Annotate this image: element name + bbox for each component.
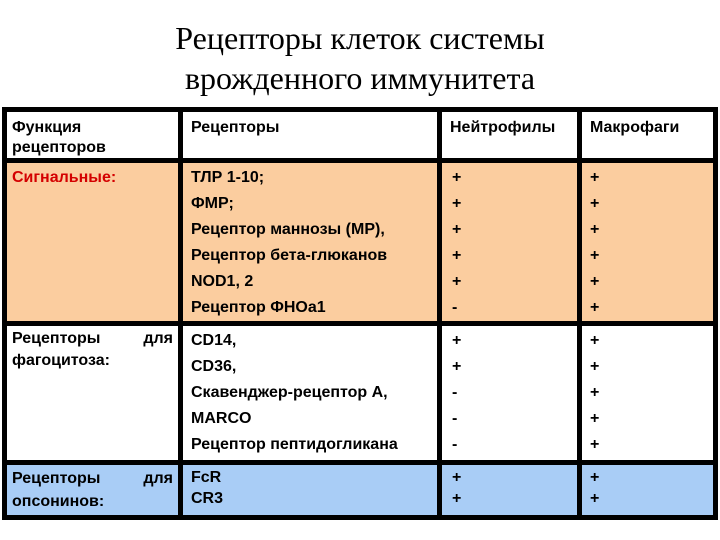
- opson-function-line-2: опсонинов:: [12, 493, 105, 510]
- phago-function-cell: [6, 325, 179, 461]
- receptor-item: Рецептор маннозы (МР),: [191, 221, 385, 238]
- receptor-item: ФМР;: [191, 195, 234, 212]
- header-receptors-cell: [182, 111, 438, 159]
- neutrophil-mark: +: [452, 195, 462, 212]
- header-neutrophils-label: Нейтрофилы: [450, 119, 556, 136]
- neutrophil-mark: +: [452, 469, 462, 486]
- header-neutrophils-cell: [441, 111, 578, 159]
- macrophage-mark: +: [590, 221, 600, 238]
- header-macrophages-label: Макрофаги: [590, 119, 680, 136]
- macrophage-mark: +: [590, 332, 600, 349]
- signal-macrophages-cell: [581, 162, 714, 322]
- header-function-line-2: рецепторов: [12, 139, 106, 156]
- opson-neutrophils-cell: [441, 464, 578, 516]
- receptor-item: Рецептор ФНОа1: [191, 299, 326, 316]
- neutrophil-mark: +: [452, 221, 462, 238]
- opson-receptors-cell: [182, 464, 438, 516]
- receptor-item: CR3: [191, 490, 224, 507]
- opson-function-word-2: для: [143, 470, 173, 487]
- macrophage-mark: +: [590, 299, 600, 316]
- macrophage-mark: +: [590, 410, 600, 427]
- header-function-line-1: Функция: [12, 119, 82, 136]
- neutrophil-mark: +: [452, 332, 462, 349]
- neutrophil-mark: +: [452, 490, 462, 507]
- signal-receptors-cell: [182, 162, 438, 322]
- macrophage-mark: +: [590, 469, 600, 486]
- receptor-item: Скавенджер-рецептор А,: [191, 384, 388, 401]
- signal-function-label: Сигнальные:: [12, 169, 117, 186]
- title-line-2: врожденного иммунитета: [184, 60, 536, 96]
- receptor-item: NOD1, 2: [191, 273, 254, 290]
- phago-function-line-2: фагоцитоза:: [12, 352, 110, 369]
- neutrophil-mark: +: [452, 273, 462, 290]
- receptor-item: MARCO: [191, 410, 252, 427]
- macrophage-mark: +: [590, 169, 600, 186]
- macrophage-mark: +: [590, 247, 600, 264]
- opson-function-cell: [6, 464, 179, 516]
- signal-function-cell: [6, 162, 179, 322]
- macrophage-mark: +: [590, 384, 600, 401]
- neutrophil-mark: -: [452, 410, 458, 427]
- receptor-item: CD36,: [191, 358, 237, 375]
- receptor-item: Рецептор бета-глюканов: [191, 247, 388, 264]
- macrophage-mark: +: [590, 436, 600, 453]
- header-macrophages-cell: [581, 111, 714, 159]
- phago-function-line-1: [12, 328, 173, 350]
- receptor-item: Рецептор пептидогликана: [191, 436, 398, 453]
- neutrophil-mark: -: [452, 384, 458, 401]
- macrophage-mark: +: [590, 273, 600, 290]
- title-line-1: Рецепторы клеток системы: [175, 20, 545, 56]
- opson-function-word-1: Рецепторы: [12, 470, 101, 487]
- neutrophil-mark: -: [452, 436, 458, 453]
- macrophage-mark: +: [590, 195, 600, 212]
- receptor-item: FcR: [191, 469, 222, 486]
- neutrophil-mark: -: [452, 299, 458, 316]
- header-function-cell: [6, 111, 179, 159]
- macrophage-mark: +: [590, 490, 600, 507]
- opson-function-line-1: [12, 467, 173, 490]
- phago-neutrophils-cell: [441, 325, 578, 461]
- neutrophil-mark: +: [452, 169, 462, 186]
- receptor-item: CD14,: [191, 332, 237, 349]
- neutrophil-mark: +: [452, 247, 462, 264]
- phago-function-word-1: Рецепторы: [12, 330, 101, 347]
- opson-macrophages-cell: [581, 464, 714, 516]
- macrophage-mark: +: [590, 358, 600, 375]
- header-receptors-label: Рецепторы: [191, 119, 280, 136]
- receptor-item: ТЛР 1-10;: [191, 169, 265, 186]
- signal-neutrophils-cell: [441, 162, 578, 322]
- receptors-table: [2, 107, 718, 520]
- phago-macrophages-cell: [581, 325, 714, 461]
- slide-title: [0, 18, 720, 98]
- phago-function-word-2: для: [143, 330, 173, 347]
- phago-receptors-cell: [182, 325, 438, 461]
- neutrophil-mark: +: [452, 358, 462, 375]
